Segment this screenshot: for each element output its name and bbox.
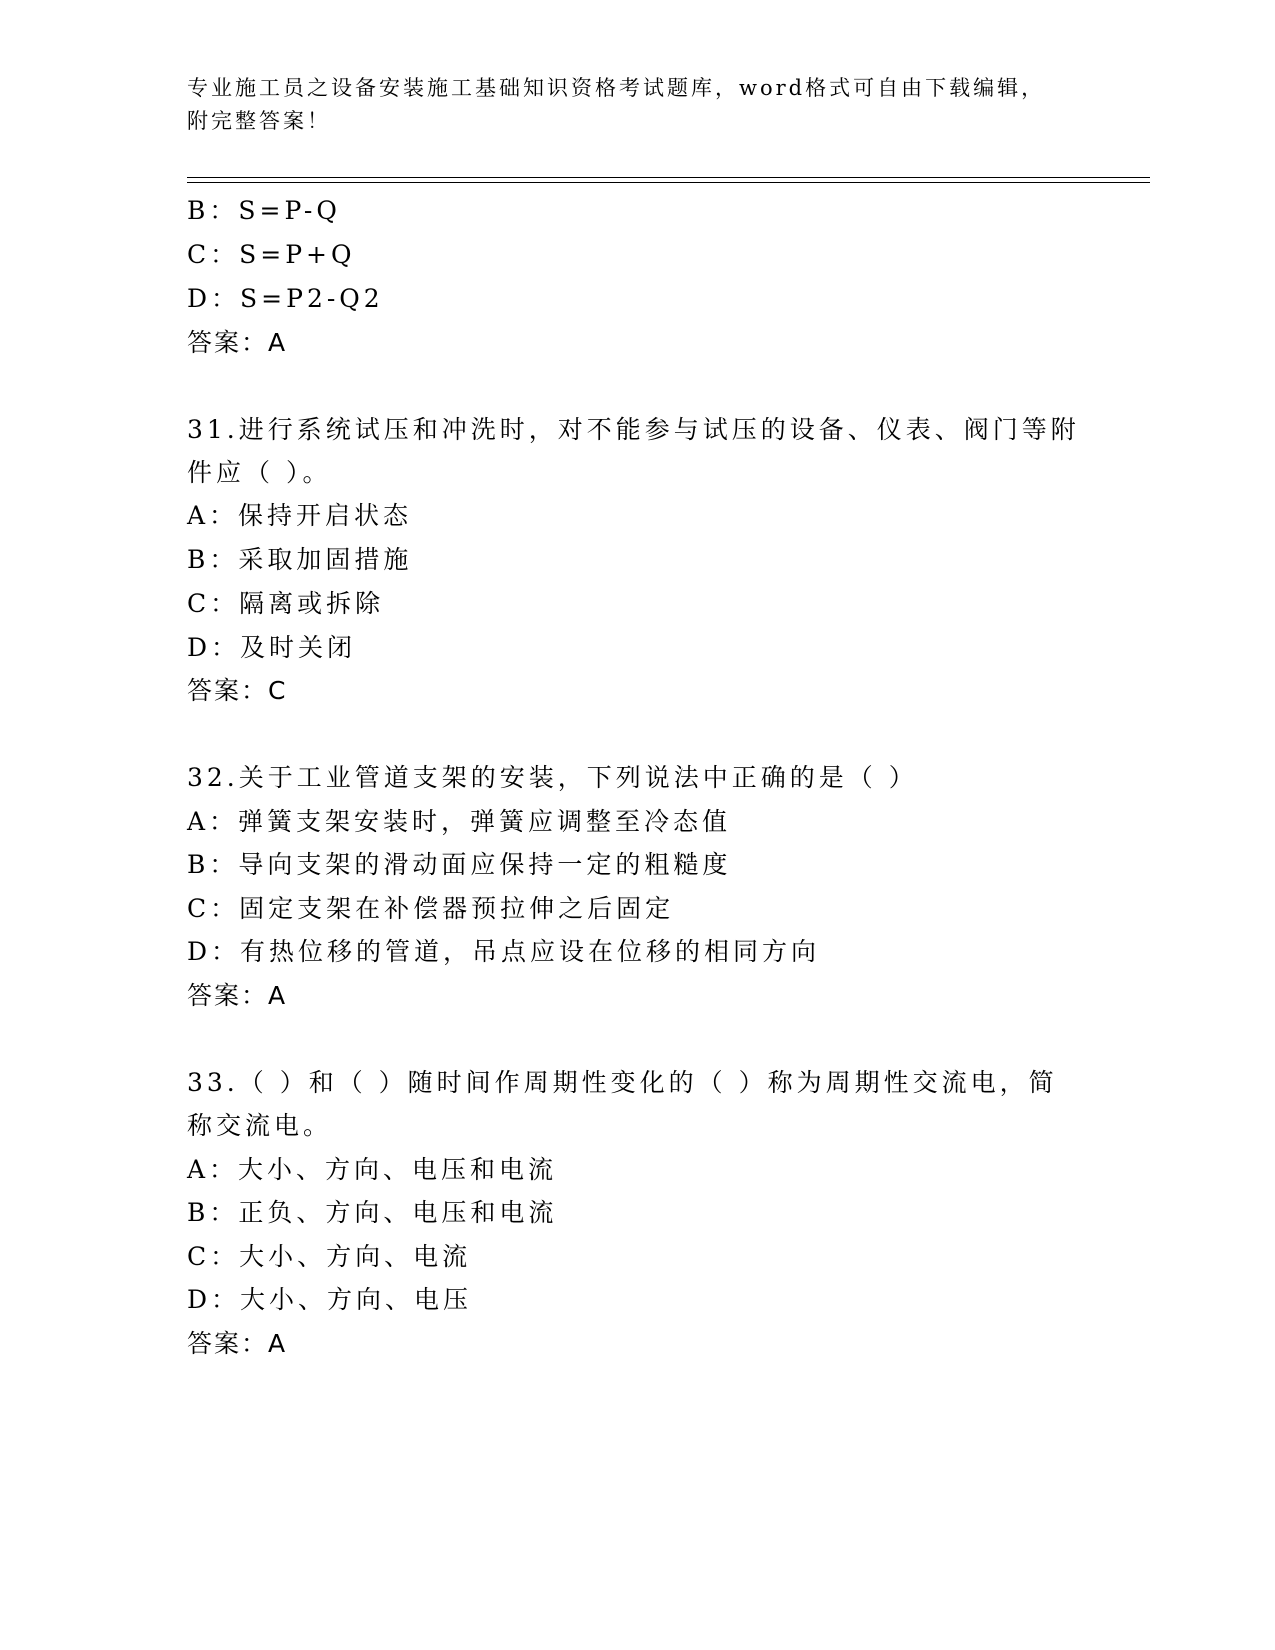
q33-option-a: A：大小、方向、电压和电流 [187,1155,558,1184]
q33-option-c: C：大小、方向、电流 [187,1242,472,1271]
q31-option-a: A：保持开启状态 [187,501,413,530]
q30-option-b: B：S=P-Q [187,196,341,225]
q33-option-b: B：正负、方向、电压和电流 [187,1198,558,1227]
header-divider-top [187,177,1150,178]
header-divider-bottom [187,182,1150,183]
q32-option-c: C：固定支架在补偿器预拉伸之后固定 [187,894,675,923]
q31-stem-line-2: 件应（ ）。 [187,458,332,487]
document-header [187,72,1087,138]
q33-stem-line-2: 称交流电。 [187,1111,333,1140]
header-line-1: 专业施工员之设备安装施工基础知识资格考试题库，word格式可自由下载编辑， [187,76,1046,100]
q32-answer: 答案：A [187,981,288,1010]
q32-stem-line-1: 32.关于工业管道支架的安装，下列说法中正确的是（ ） [187,763,918,792]
q33-answer: 答案：A [187,1329,288,1358]
q32-option-d: D：有热位移的管道，吊点应设在位移的相同方向 [187,937,821,966]
q30-option-d: D：S=P2-Q2 [187,284,384,313]
q33-option-d: D：大小、方向、电压 [187,1285,473,1314]
q31-option-c: C：隔离或拆除 [187,589,385,618]
q31-option-d: D：及时关闭 [187,633,357,662]
q31-option-b: B：采取加固措施 [187,545,413,574]
q31-answer: 答案：C [187,676,288,705]
q30-option-c: C：S=P+Q [187,240,356,269]
q32-option-b: B：导向支架的滑动面应保持一定的粗糙度 [187,850,732,879]
header-line-2: 附完整答案！ [187,109,331,133]
q32-option-a: A：弹簧支架安装时，弹簧应调整至冷态值 [187,807,732,836]
q33-stem-line-1: 33.（ ）和（ ）随时间作周期性变化的（ ）称为周期性交流电，简 [187,1068,1058,1097]
q30-answer: 答案：A [187,328,288,357]
q31-stem-line-1: 31.进行系统试压和冲洗时，对不能参与试压的设备、仪表、阀门等附 [187,415,1080,444]
